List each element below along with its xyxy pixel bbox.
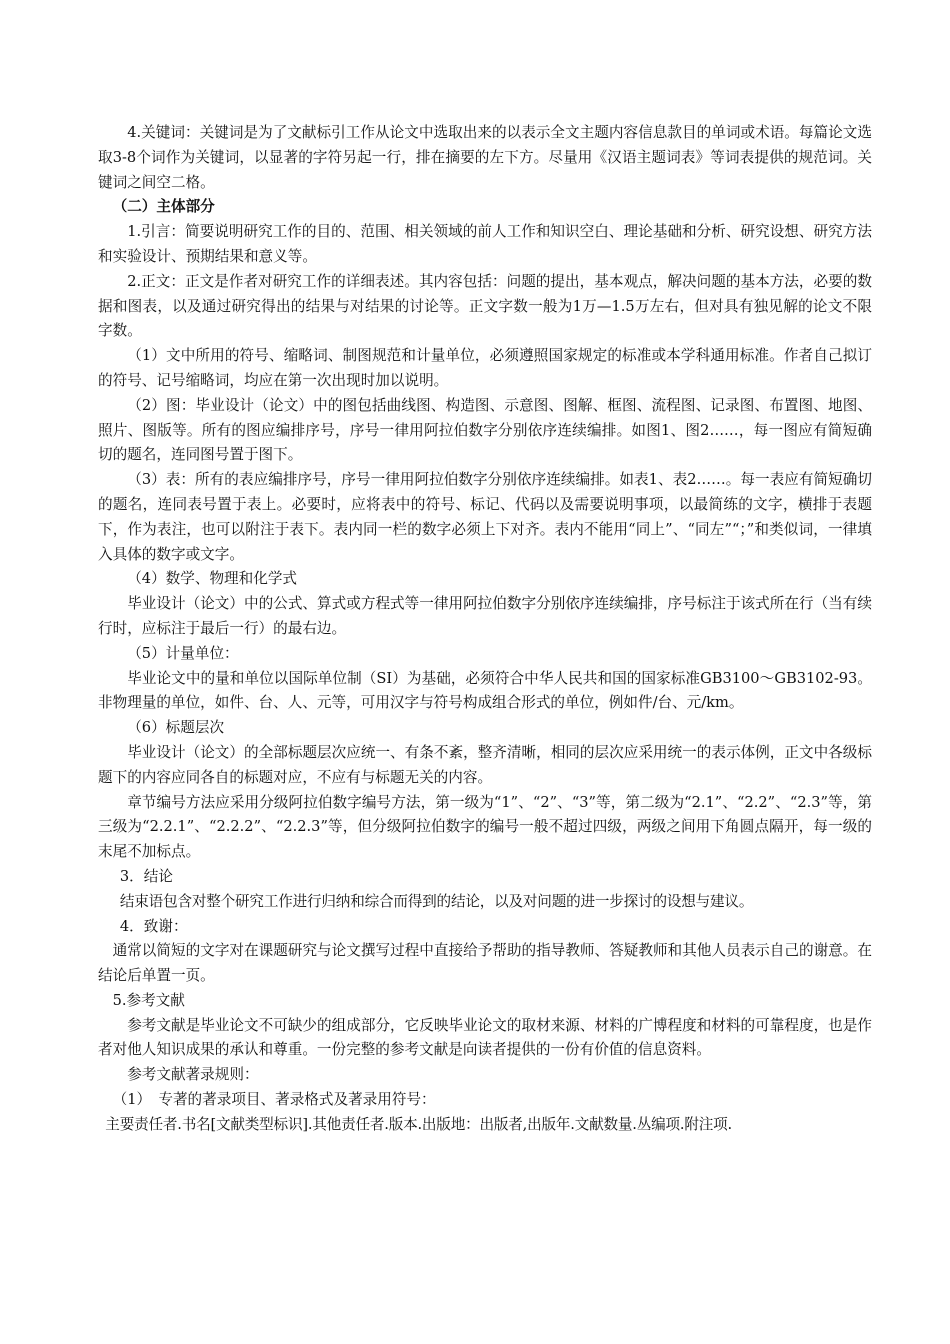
rule-monograph-format: 主要责任者.书名[文献类型标识].其他责任者.版本.出版地：出版者,出版年.文献数量.丛编项.附注项. — [105, 1115, 732, 1133]
references-rules-heading: 参考文献著录规则： — [127, 1066, 259, 1084]
references-paragraph: 参考文献是毕业论文不可缺少的组成部分，它反映毕业论文的取材来源、材料的广博程度和材料的可靠程度，也是作者对他人知识成果的承认和尊重。一份完整的参考文献是向读者提供的一份有价值的信息资料。 — [98, 1016, 872, 1059]
item-numbering-paragraph: 章节编号方法应采用分级阿拉伯数字编号方法，第一级为“1”、“2”、“3”等，第二级为“2.1”、“2.2”、“2.3”等，第三级为“2.2.1”、“2.2.2”、“2.2.3”等，但分级阿拉伯数字的编号一般不超过四级，两级之间用下角圆点隔开，每一级的末尾不加标点。 — [98, 793, 872, 861]
section-heading-main-body: （二）主体部分 — [112, 198, 215, 216]
item-units-heading: （5）计量单位： — [127, 644, 239, 662]
body-text-paragraph: 2.正文：正文是作者对研究工作的详细表述。其内容包括：问题的提出，基本观点，解决问题的基本方法，必要的数据和图表，以及通过研究得出的结果与对结果的讨论等。正文字数一般为1万—1.5万左右，但对具有独见解的论文不限字数。 — [98, 272, 872, 340]
conclusion-heading: 3．结论 — [119, 867, 173, 885]
document-page — [98, 121, 872, 1138]
item-tables-paragraph: （3）表：所有的表应编排序号，序号一律用阿拉伯数字分别依序连续编排。如表1、表2……。每一表应有简短确切的题名，连同表号置于表上。必要时，应将表中的符号、标记、代码以及需要说明事项，以最简练的文字，横排于表题下，作为表注，也可以附注于表下。表内同一栏的数字必须上下对齐。表内不能用“同上”、“同左”“；”和类似词，一律填入具体的数字或文字。 — [98, 471, 872, 563]
item-headings-paragraph: 毕业设计（论文）的全部标题层次应统一、有条不紊，整齐清晰，相同的层次应采用统一的表示体例，正文中各级标题下的内容应同各自的标题对应，不应有与标题无关的内容。 — [98, 743, 872, 786]
thanks-paragraph: 通常以简短的文字对在课题研究与论文撰写过程中直接给予帮助的指导教师、答疑教师和其他人员表示自己的谢意。在结论后单置一页。 — [98, 942, 872, 985]
keywords-paragraph: 4.关键词：关键词是为了文献标引工作从论文中选取出来的以表示全文主题内容信息款目的单词或术语。每篇论文选取3-8个词作为关键词，以显著的字符另起一行，排在摘要的左下方。尽量用《汉语主题词表》等词表提供的规范词。关键词之间空二格。 — [98, 124, 872, 191]
item-units-paragraph: 毕业论文中的量和单位以国际单位制（SI）为基础，必须符合中华人民共和国的国家标准GB3100～GB3102-93。非物理量的单位，如件、台、人、元等，可用汉字与符号构成组合形式的单位，例如件/台、元/km。 — [98, 669, 872, 712]
conclusion-paragraph: 结束语包含对整个研究工作进行归纳和综合而得到的结论，以及对问题的进一步探讨的设想与建议。 — [119, 892, 754, 910]
intro-paragraph: 1.引言：简要说明研究工作的目的、范围、相关领域的前人工作和知识空白、理论基础和分析、研究设想、研究方法和实验设计、预期结果和意义等。 — [98, 223, 872, 265]
item-symbols-paragraph: （1）文中所用的符号、缩略词、制图规范和计量单位，必须遵照国家规定的标准或本学科通用标准。作者自己拟订的符号、记号缩略词，均应在第一次出现时加以说明。 — [98, 347, 872, 389]
thanks-heading: 4．致谢： — [119, 917, 188, 935]
item-formulas-paragraph: 毕业设计（论文）中的公式、算式或方程式等一律用阿拉伯数字分别依序连续编排，序号标注于该式所在行（当有续行时，应标注于最后一行）的最右边。 — [98, 595, 872, 637]
item-figures-paragraph: （2）图：毕业设计（论文）中的图包括曲线图、构造图、示意图、图解、框图、流程图、记录图、布置图、地图、照片、图版等。所有的图应编排序号，序号一律用阿拉伯数字分别依序连续编排。如图1、图2……，每一图应有简短确切的题名，连同图号置于图下。 — [98, 396, 872, 464]
references-heading: 5.参考文献 — [112, 991, 185, 1009]
rule-monograph-heading: （1） 专著的著录项目、著录格式及著录用符号： — [112, 1091, 436, 1109]
item-headings-heading: （6）标题层次 — [127, 719, 225, 737]
item-formulas-heading: （4）数学、物理和化学式 — [127, 570, 298, 588]
